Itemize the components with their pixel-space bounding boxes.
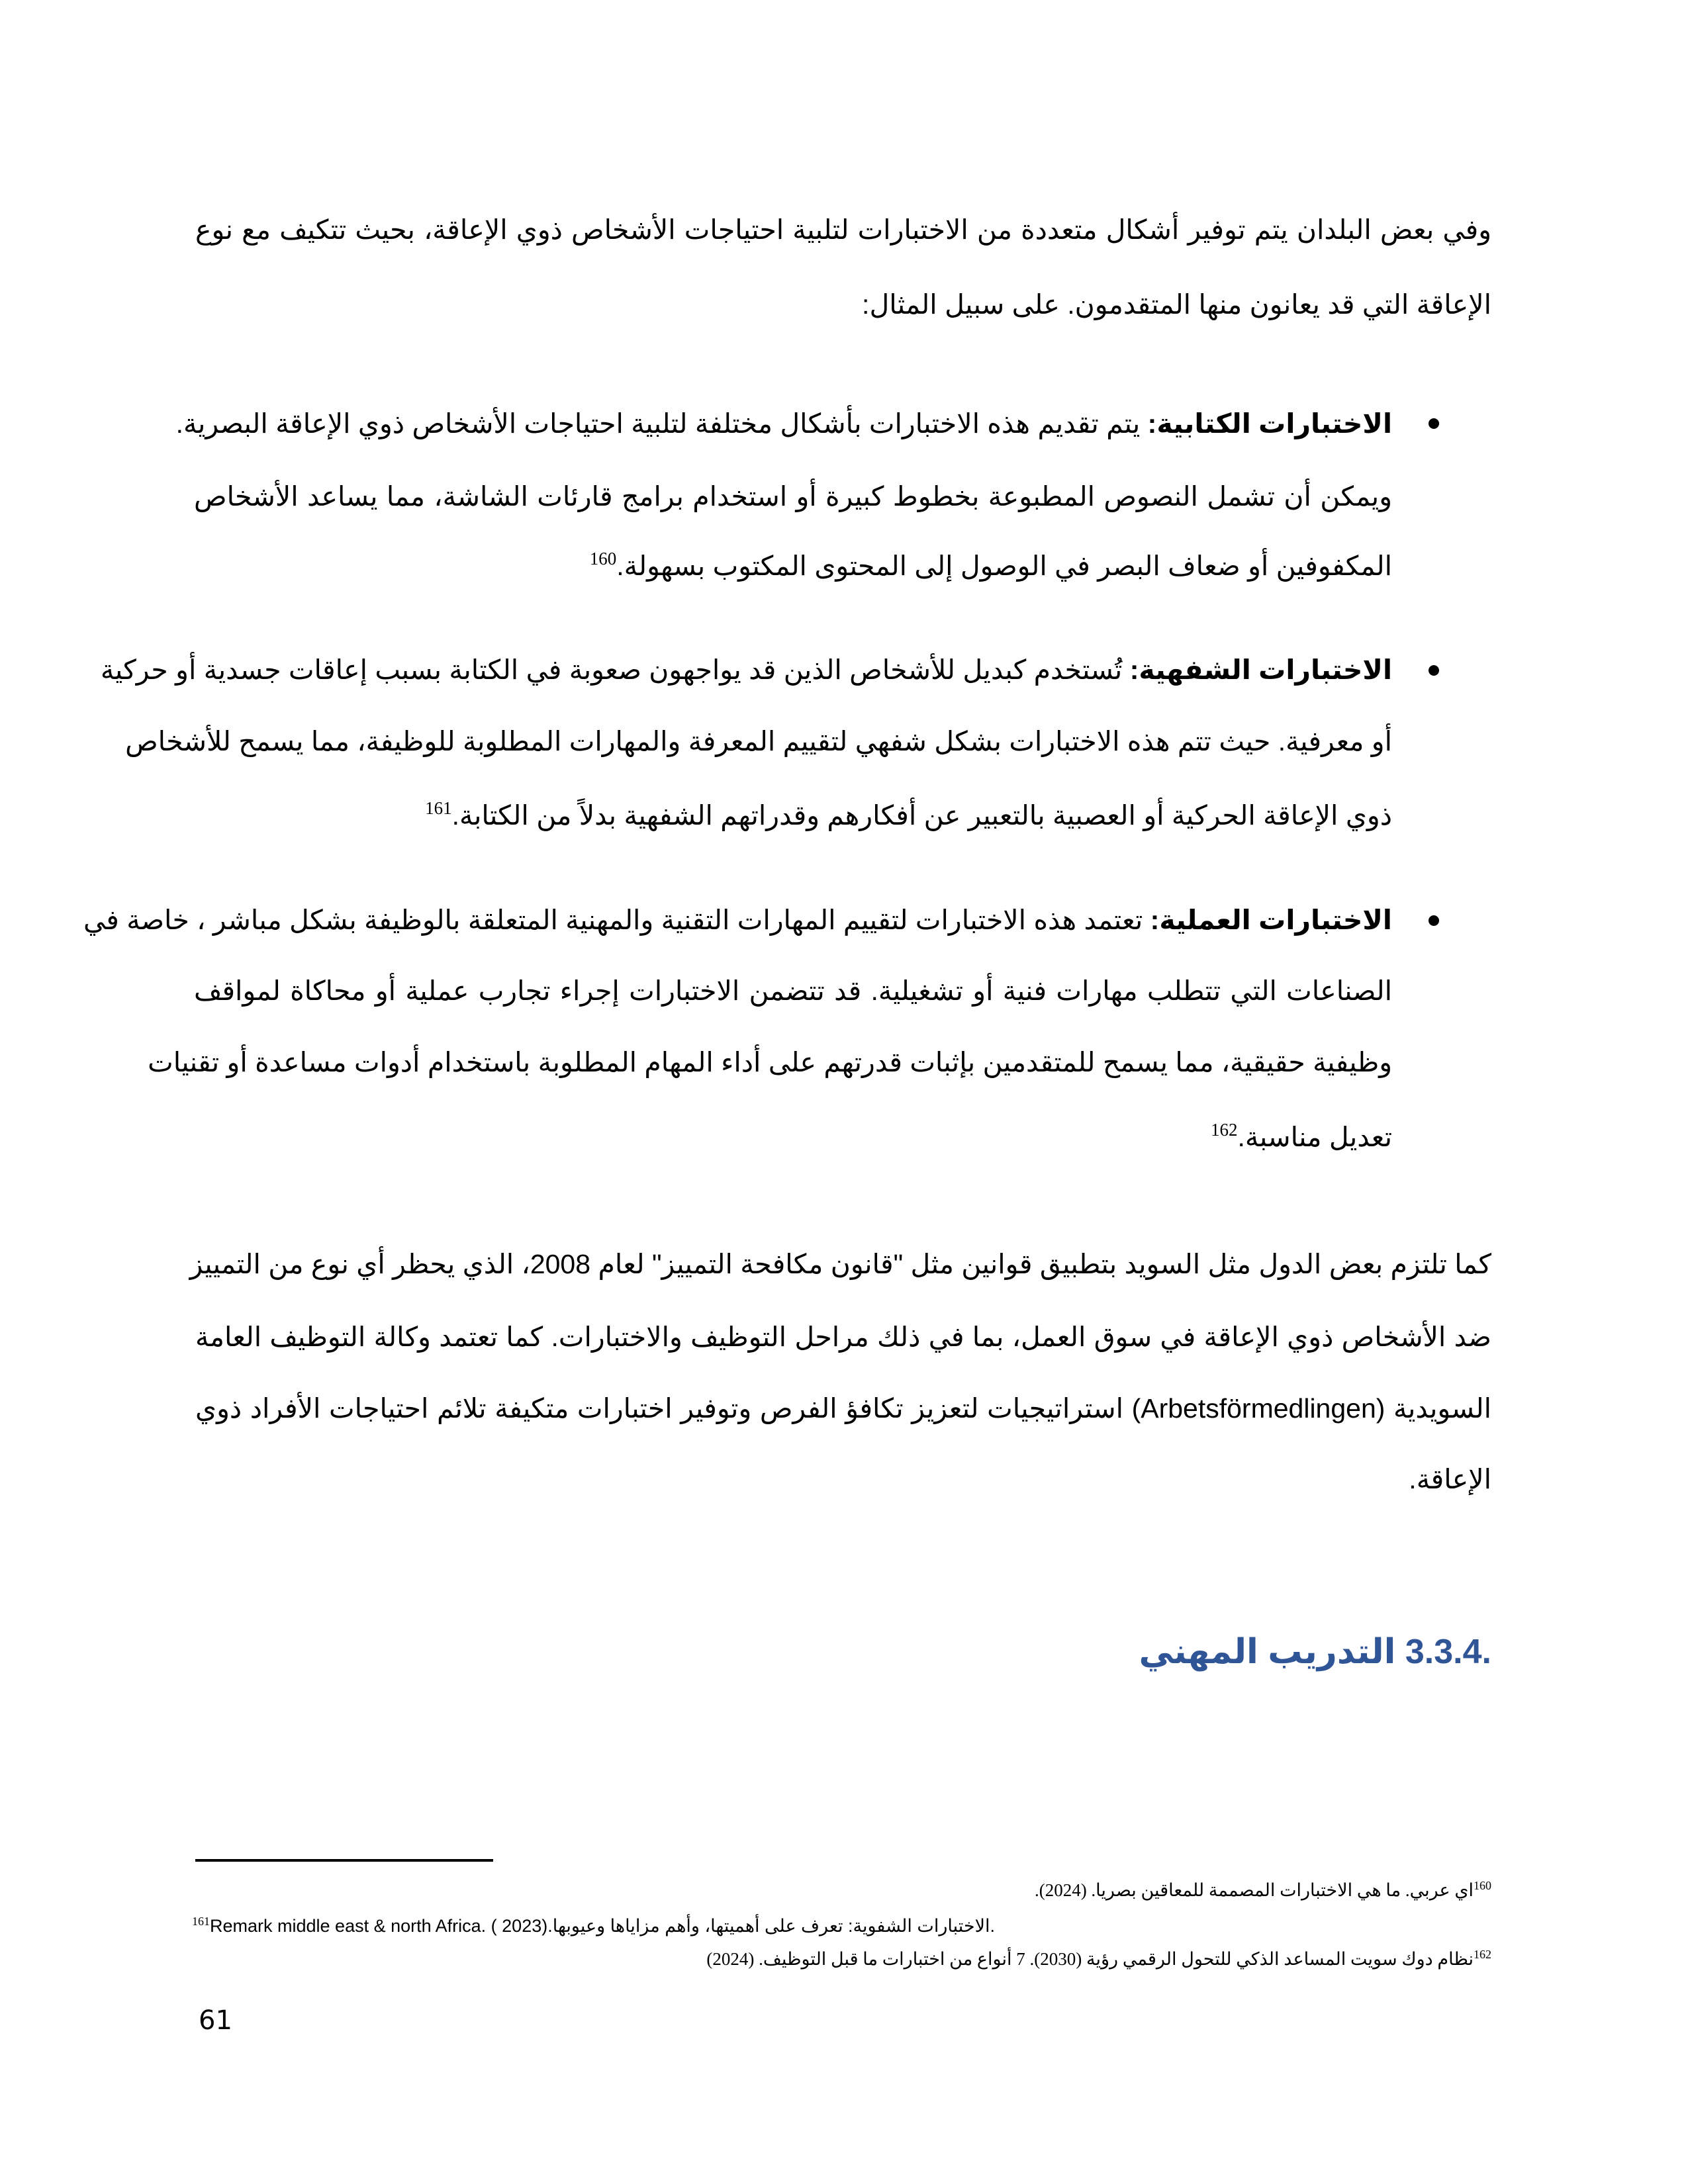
page-number: 61	[199, 2005, 232, 2036]
bullet-text: تعتمد هذه الاختبارات لتقييم المهارات التقنية والمهنية المتعلقة بالوظيفة بشكل مباشر ، خاصة في	[83, 905, 1150, 935]
bullet-1-line	[194, 546, 1392, 586]
footnote-ref[interactable]: 160	[589, 549, 617, 569]
paragraph-2-line: السويدية (Arbetsförmedlingen) استراتيجيات لتعزيز تكافؤ الفرص وتوفير اختبارات متكيفة تلائم احتياجات الأفراد ذوي	[195, 1393, 1491, 1424]
footnote-162	[706, 1946, 1491, 1974]
footnote-source: Remark middle east & north Africa. ( 2023)	[210, 1916, 548, 1936]
bullet-text: ذوي الإعاقة الحركية أو العصبية بالتعبير عن أفكارهم وقدراتهم الشفهية بدلاً من الكتابة.	[451, 800, 1392, 831]
bullet-text: المكفوفين أو ضعاف البصر في الوصول إلى المحتوى المكتوب بسهولة.	[616, 551, 1392, 581]
paragraph-1-line: الإعاقة التي قد يعانون منها المتقدمون. على سبيل المثال:	[862, 289, 1491, 320]
bullet-text: يتم تقديم هذه الاختبارات بأشكال مختلفة لتلبية احتياجات الأشخاص ذوي الإعاقة البصرية.	[175, 408, 1148, 439]
footnote-number: 162	[1474, 1948, 1491, 1961]
bullet-text: تعديل مناسبة.	[1237, 1122, 1392, 1152]
bullet-text: تُستخدم كبديل للأشخاص الذين قد يواجهون صعوبة في الكتابة بسبب إعاقات جسدية أو حركية	[100, 655, 1130, 685]
bullet-3-line: وظيفية حقيقية، مما يسمح للمتقدمين بإثبات قدرتهم على أداء المهام المطلوبة باستخدام أدوات مساعدة أو تقنيات	[148, 1047, 1392, 1077]
bullet-icon	[1429, 915, 1439, 926]
section-title: التدريب المهني	[1139, 1633, 1396, 1671]
section-number: 3.3.4.	[1405, 1633, 1491, 1671]
footnote-ref[interactable]: 162	[1211, 1120, 1238, 1140]
bullet-2-line	[100, 650, 1392, 690]
section-heading	[1139, 1632, 1491, 1672]
footnote-ref[interactable]: 161	[425, 798, 452, 818]
bullet-term: الاختبارات الشفهية:	[1129, 655, 1392, 685]
bullet-3-line	[194, 1117, 1392, 1157]
paragraph-2-line: كما تلتزم بعض الدول مثل السويد بتطبيق قوانين مثل "قانون مكافحة التمييز" لعام 2008، الذي يحظر أي نوع من التمييز	[189, 1249, 1491, 1279]
footnote-number: 160	[1474, 1879, 1491, 1892]
bullet-icon	[1429, 418, 1439, 429]
bullet-3-line: الصناعات التي تتطلب مهارات فنية أو تشغيلية. قد تتضمن الاختبارات إجراء تجارب عملية أو محاكاة لمواقف	[194, 976, 1392, 1006]
bullet-2-line	[194, 796, 1392, 835]
bullet-term: الاختبارات الكتابية:	[1147, 408, 1392, 439]
footnote-separator	[195, 1859, 493, 1862]
bullet-1-line	[175, 404, 1392, 443]
bullet-3-line	[83, 900, 1392, 940]
footnote-text: اي عربي. ما هي الاختبارات المصممة للمعاقين بصريا. (2024).	[1034, 1880, 1474, 1900]
footnote-number: 161	[192, 1915, 210, 1928]
bullet-1-line: ويمكن أن تشمل النصوص المطبوعة بخطوط كبيرة أو استخدام برامج قارئات الشاشة، مما يساعد الأشخاص	[194, 481, 1392, 512]
paragraph-2-line: الإعاقة.	[1409, 1464, 1491, 1494]
footnote-text: نظام دوك سويت المساعد الذكي للتحول الرقمي رؤية (2030). 7 أنواع من اختبارات ما قبل التوظيف. (2024)	[706, 1949, 1474, 1969]
bullet-2-line: أو معرفية. حيث تتم هذه الاختبارات بشكل شفهي لتقييم المعرفة والمهارات المطلوبة للوظيفة، مما يسمح للأشخاص	[125, 726, 1392, 756]
bullet-term: الاختبارات العملية:	[1150, 905, 1392, 935]
footnote-160	[1035, 1877, 1491, 1905]
paragraph-1-line: وفي بعض البلدان يتم توفير أشكال متعددة من الاختبارات لتلبية احتياجات الأشخاص ذوي الإعاقة، بحيث تتكيف مع نوع	[195, 214, 1491, 245]
footnote-text: .الاختبارات الشفوية: تعرف على أهميتها، وأهم مزاياها وعيوبها.	[547, 1916, 1000, 1936]
paragraph-2-line: ضد الأشخاص ذوي الإعاقة في سوق العمل، بما في ذلك مراحل التوظيف والاختبارات. كما تعتمد وكالة التوظيف العامة	[195, 1322, 1491, 1352]
footnote-161	[192, 1913, 1000, 1941]
bullet-icon	[1429, 665, 1439, 676]
